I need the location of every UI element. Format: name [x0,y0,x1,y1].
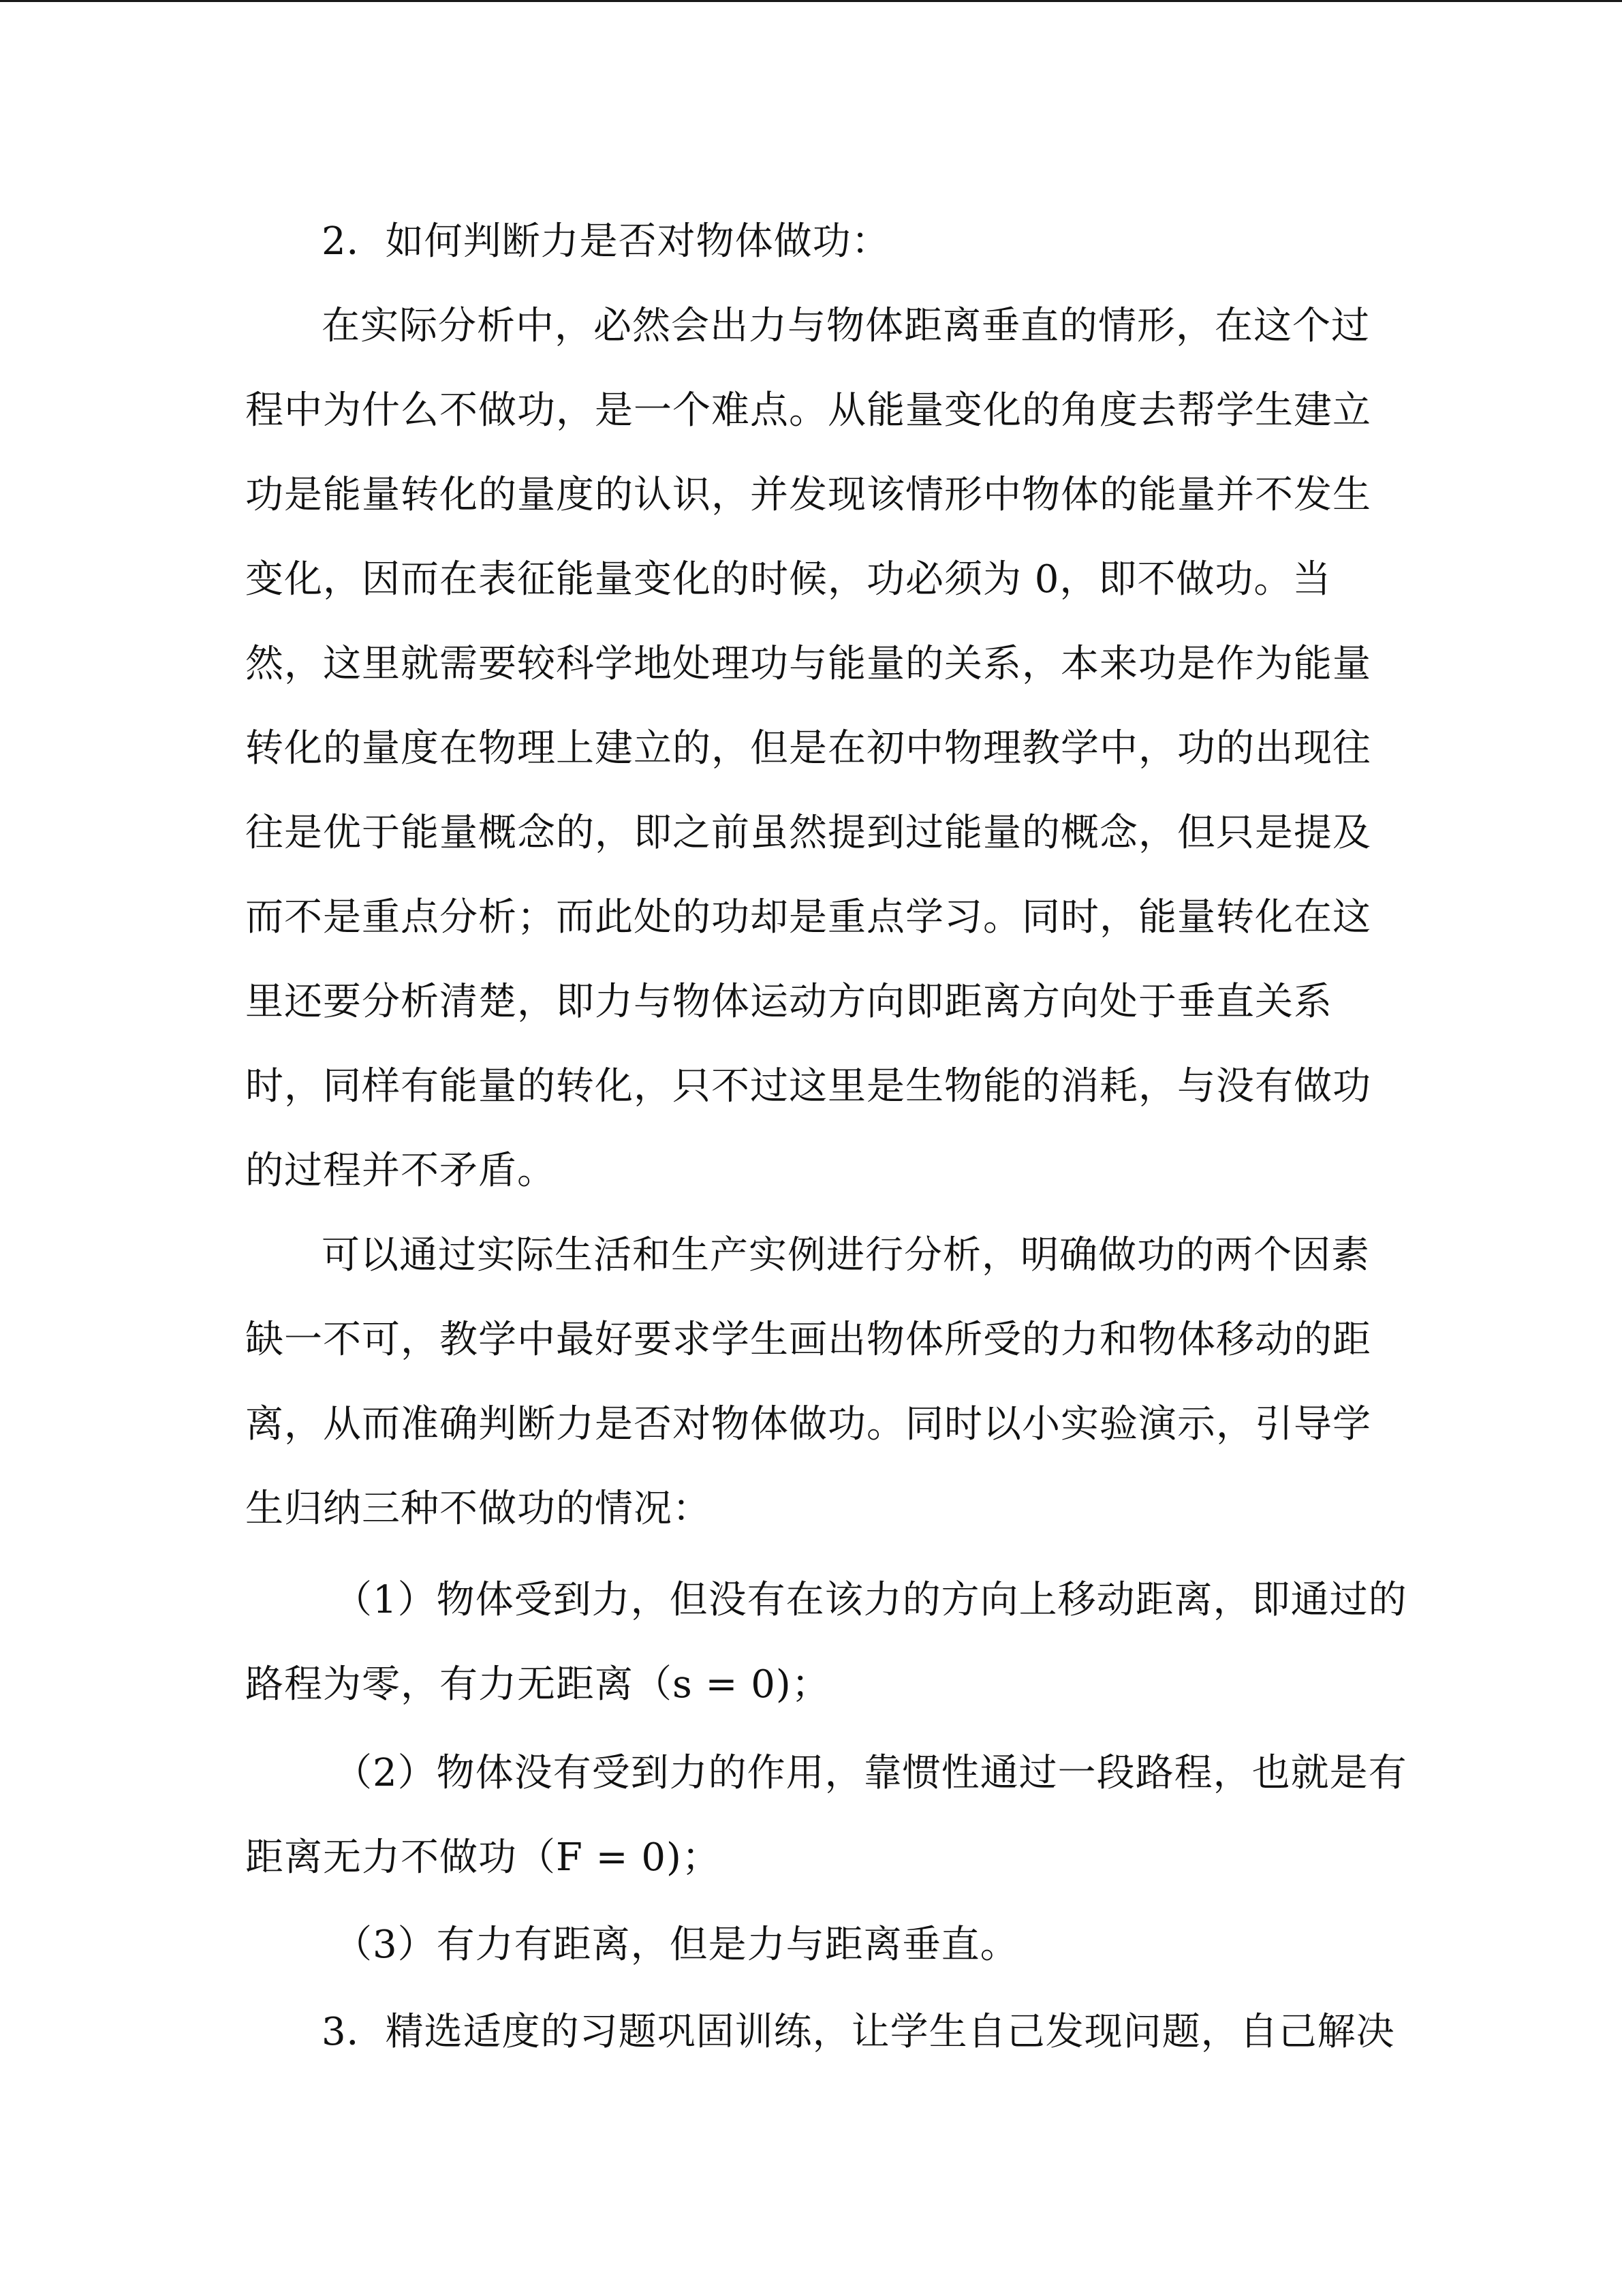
list-item-2-continued: 距离无力不做功（F = 0)； [245,1835,721,1880]
section-heading-2: 2．如何判断力是否对物体做功： [322,219,890,264]
list-item-3: （3）有力有距离，但是力与距离垂直。 [334,1923,1019,1967]
paragraph-line: 缺一不可，教学中最好要求学生画出物体所受的力和物体移动的距 [245,1318,1371,1362]
paragraph-line: 生归纳三种不做功的情况： [245,1487,711,1531]
paragraph-line: 而不是重点分析；而此处的功却是重点学习。同时，能量转化在这 [245,895,1371,940]
paragraph-line: 然，这里就需要较科学地处理功与能量的关系，本来功是作为能量 [245,642,1371,686]
paragraph-line: 里还要分析清楚，即力与物体运动方向即距离方向处于垂直关系 [245,980,1332,1024]
paragraph-line: 时，同样有能量的转化，只不过这里是生物能的消耗，与没有做功 [245,1064,1371,1108]
paragraph-line: 离，从而准确判断力是否对物体做功。同时以小实验演示，引导学 [245,1402,1371,1446]
paragraph-line: 可以通过实际生活和生产实例进行分析，明确做功的两个因素 [322,1233,1370,1277]
paragraph-line: 往是优于能量概念的，即之前虽然提到过能量的概念，但只是提及 [245,811,1371,855]
list-item-1-continued: 路程为零，有力无距离（s = 0)； [245,1662,830,1707]
document-body [0,2,1622,2296]
paragraph-line: 的过程并不矛盾。 [245,1149,556,1193]
paragraph-line: 功是能量转化的量度的认识，并发现该情形中物体的能量并不发生 [245,473,1371,517]
paragraph-line: 变化，因而在表征能量变化的时候，功必须为 0，即不做功。当 [245,557,1332,602]
paragraph-line: 在实际分析中，必然会出力与物体距离垂直的情形，在这个过 [322,304,1370,348]
list-item-1: （1）物体受到力，但没有在该力的方向上移动距离，即通过的 [334,1578,1407,1622]
paragraph-line: 转化的量度在物理上建立的，但是在初中物理教学中，功的出现往 [245,726,1371,771]
list-item-2: （2）物体没有受到力的作用，靠惯性通过一段路程，也就是有 [334,1751,1407,1795]
section-heading-3: 3．精选适度的习题巩固训练，让学生自己发现问题，自己解决 [322,2010,1395,2054]
paragraph-line: 程中为什么不做功，是一个难点。从能量变化的角度去帮学生建立 [245,388,1371,433]
